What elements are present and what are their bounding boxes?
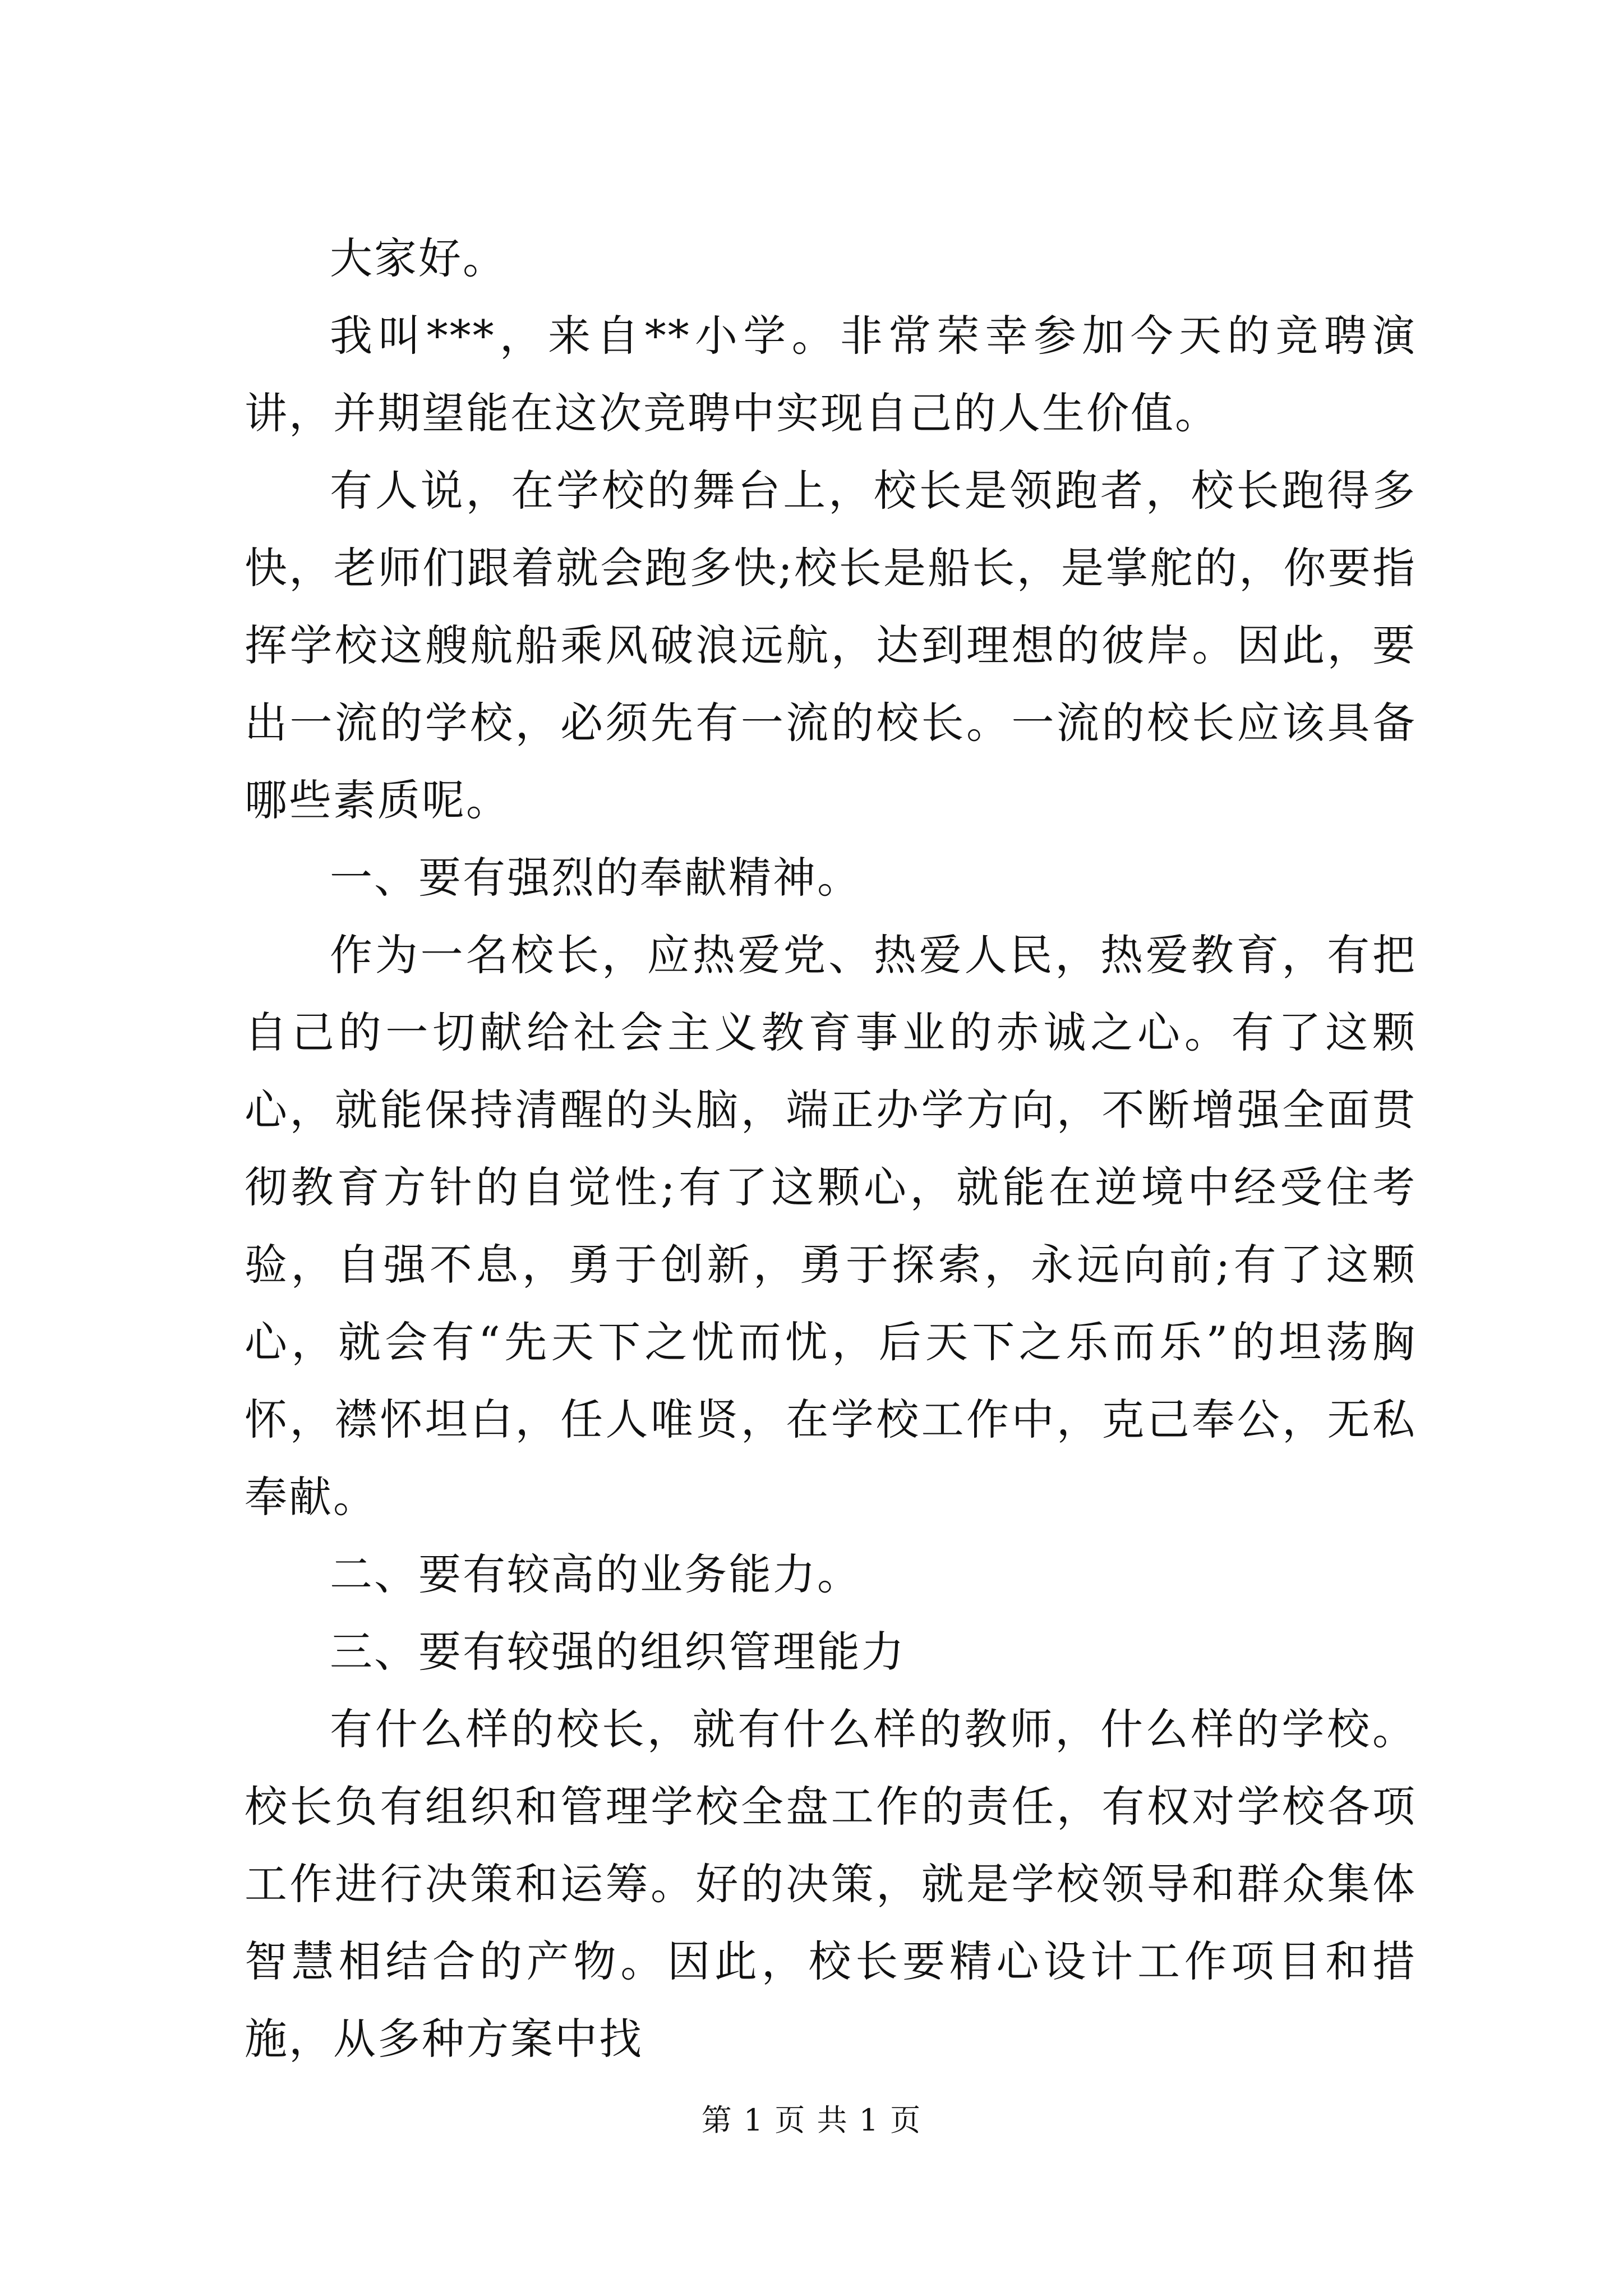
management-paragraph: 有什么样的校长，就有什么样的教师，什么样的学校。校长负有组织和管理学校全盘工作的责任，有权对学校各项工作进行决策和运筹。好的决策，就是学校领导和群众集体智慧相结合的产物。因此，校长要精心设计工作项目和措施，从多种方案中找 <box>245 1704 1417 2064</box>
section-heading-dedication: 一、要有强烈的奉献精神。 <box>330 853 861 903</box>
page-number-label: 第 1 页 共 1 页 <box>701 2102 922 2138</box>
section-heading-management-ability: 三、要有较强的组织管理能力 <box>330 1627 906 1677</box>
introduction-paragraph: 我叫***，来自**小学。非常荣幸参加今天的竞聘演讲，并期望能在这次竞聘中实现自己的人生价值。 <box>245 311 1417 438</box>
principal-role-paragraph: 有人说，在学校的舞台上，校长是领跑者，校长跑得多快，老师们跟着就会跑多快;校长是船长，是掌舵的，你要指挥学校这艘航船乘风破浪远航，达到理想的彼岸。因此，要出一流的学校，必须先有一流的校长。一流的校长应该具备哪些素质呢。 <box>245 466 1417 825</box>
section-heading-professional-ability: 二、要有较高的业务能力。 <box>330 1549 861 1599</box>
document-body <box>245 220 1417 2078</box>
greeting-paragraph: 大家好。 <box>330 233 507 283</box>
page-footer <box>0 2098 1623 2143</box>
dedication-paragraph: 作为一名校长，应热爱党、热爱人民，热爱教育，有把自己的一切献给社会主义教育事业的赤诚之心。有了这颗心，就能保持清醒的头脑，端正办学方向，不断增强全面贯彻教育方针的自觉性;有了这颗心，就能在逆境中经受住考验，自强不息，勇于创新，勇于探索，永远向前;有了这颗心，就会有“先天下之忧而忧，后天下之乐而乐”的坦荡胸怀，襟怀坦白，任人唯贤，在学校工作中，克己奉公，无私奉献。 <box>245 930 1417 1522</box>
